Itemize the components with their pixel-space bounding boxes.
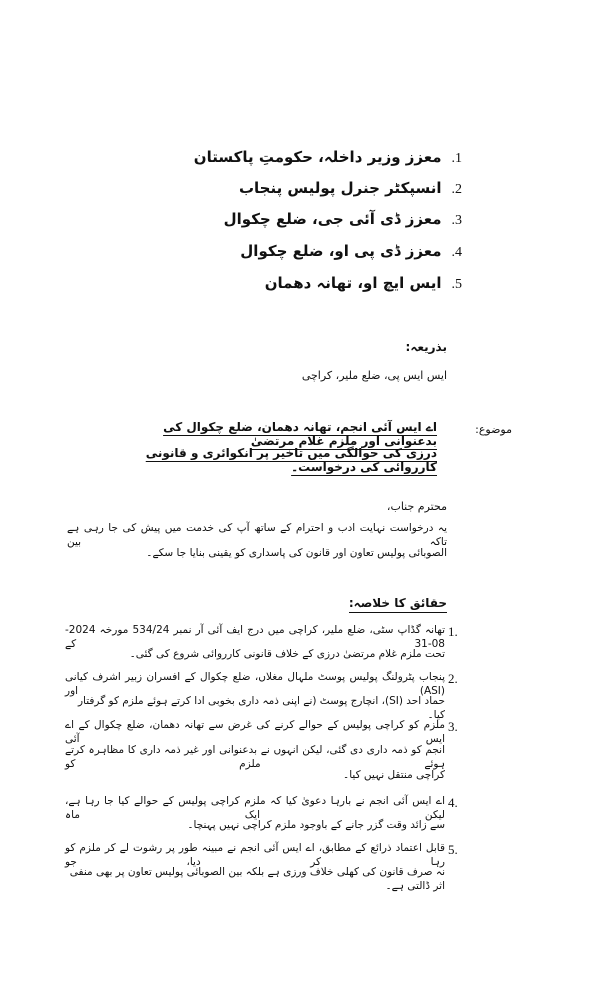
fact-line: اے ایس آئی انجم نے بارہا دعویٰ کیا کہ ملزم کراچی پولیس کے حوالے کیا جا رہا ہے، لیکن ایک ماہ — [65, 795, 445, 822]
addressee-item: 2.انسپکٹر جنرل پولیس پنجاب — [238, 179, 462, 197]
fact-line: ملزم کو کراچی پولیس کے حوالے کرنے کی غرض سے تھانہ دھمان، ضلع چکوال کے اے ایس آئی — [65, 719, 445, 746]
fact-line: کراچی منتقل نہیں کیا۔ — [343, 769, 445, 781]
fact-number: 3. — [448, 719, 458, 734]
fact-line: تھانہ گڈاپ سٹی، ضلع ملیر، کراچی میں درج ایف آئی آر نمبر 534/24 مورخہ 2024-08-31 کے — [65, 624, 446, 651]
fact-line: تحت ملزم غلام مرتضیٰ درزی کے خلاف قانونی کارروائی شروع کی گئی۔ — [129, 648, 445, 660]
addressee-item: 3.معزز ڈی آئی جی، ضلع چکوال — [223, 210, 462, 228]
fact-number: 5. — [448, 842, 458, 857]
fact-line: انجم کو ذمہ داری دی گئی، لیکن انہوں نے بدعنوانی اور غیر ذمہ داری کا مظاہرہ کرتے ہوئے ملزم کو — [65, 744, 445, 771]
fact-number: 4. — [448, 795, 458, 810]
intro-line: یہ درخواست نہایت ادب و احترام کے ساتھ آپ کی خدمت میں پیش کی جا رہی ہے تاکہ بین — [67, 522, 447, 549]
fact-line: سے زائد وقت گزر جانے کے باوجود ملزم کراچی نہیں پہنچا۔ — [187, 819, 445, 831]
subject-line: اے ایس آئی انجم، تھانہ دھمان، ضلع چکوال کی بدعنوانی اور ملزم غلام مرتضیٰ — [163, 420, 437, 448]
addressee-item: 5.ایس ایچ او، تھانہ دھمان — [264, 274, 462, 292]
fact-line: قابل اعتماد ذرائع کے مطابق، اے ایس آئی انجم نے مبینہ طور پر رشوت لے کر ملزم کو رہا کر دیا، جو — [65, 842, 445, 869]
fact-number: 1. — [448, 624, 458, 639]
facts-heading: حقائق کا خلاصہ: — [349, 596, 447, 613]
via-text: ایس ایس پی، ضلع ملیر، کراچی — [301, 369, 447, 382]
addressee-item: 1.معزز وزیر داخلہ، حکومتِ پاکستان — [193, 148, 462, 166]
fact-line: پنجاب پٹرولنگ پولیس پوسٹ ملہال مغلاں، ضلع چکوال کے افسران زبیر اشرف کیانی (ASI) اور — [65, 671, 445, 698]
intro-line: الصوبائی پولیس تعاون اور قانون کی پاسداری کو یقینی بنایا جا سکے۔ — [146, 547, 447, 559]
subject-label: موضوع: — [475, 423, 512, 436]
fact-number: 2. — [448, 671, 458, 686]
subject-line: درزی کی حوالگی میں تاخیر پر انکوائری و قانونی کارروائی کی درخواست۔ — [145, 446, 437, 474]
salutation: محترم جناب، — [386, 500, 447, 513]
via-label: بذریعہ: — [405, 340, 447, 354]
fact-line: نہ صرف قانون کی کھلی خلاف ورزی ہے بلکہ بین الصوبائی پولیس تعاون پر بھی منفی اثر ڈالتی ہے۔ — [69, 866, 445, 893]
fact-line: حماد احد (SI)، انچارج پوسٹ (نے اپنی ذمہ داری بخوبی ادا کرتے ہوئے ملزم کو گرفتار کیا۔ — [77, 695, 445, 722]
addressee-item: 4.معزز ڈی پی او، ضلع چکوال — [240, 242, 462, 260]
